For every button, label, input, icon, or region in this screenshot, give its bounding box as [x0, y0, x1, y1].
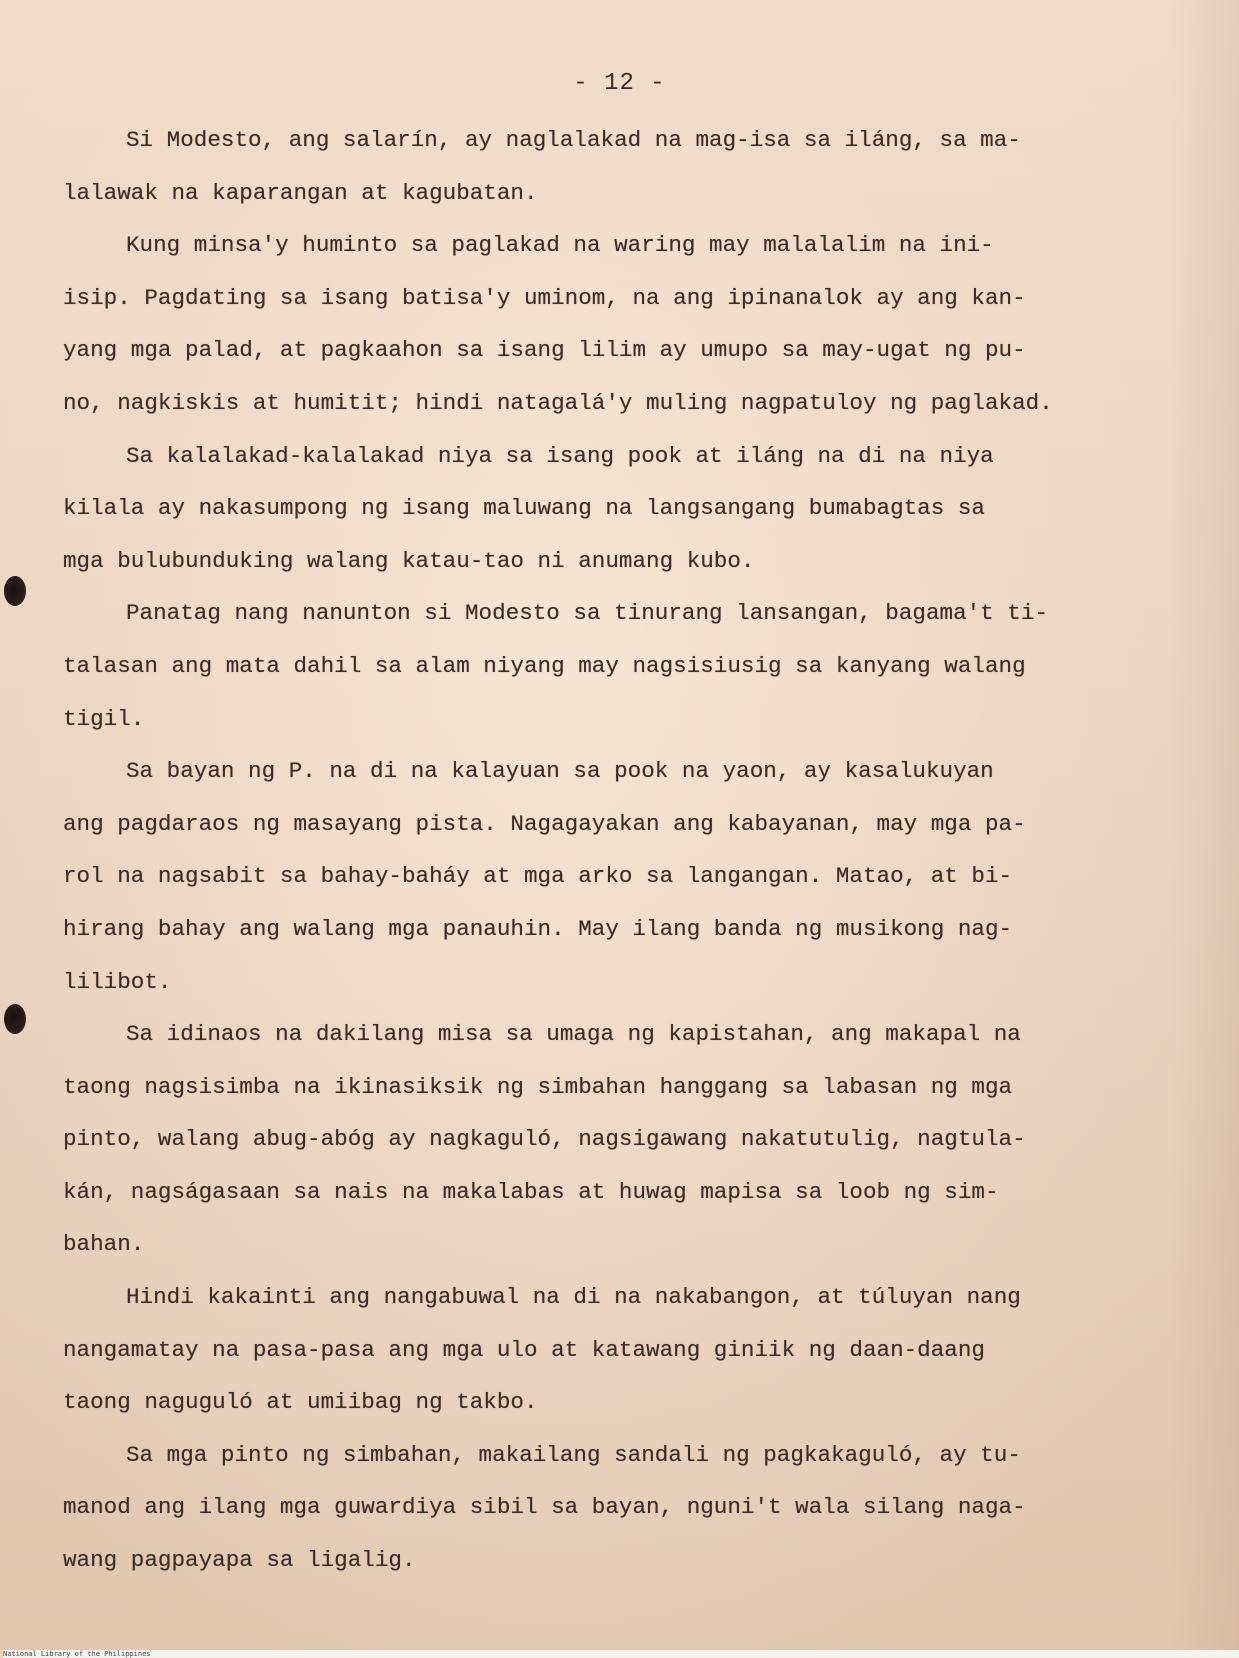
- text-line: isip. Pagdating sa isang batisa'y uminom, na ang ipinanalok ay ang kan-: [63, 284, 1026, 311]
- text-line: hirang bahay ang walang mga panauhin. May ilang banda ng musikong nag-: [63, 915, 1013, 942]
- text-line: lalawak na kaparangan at kagubatan.: [63, 179, 538, 206]
- text-line: Sa idinaos na dakilang misa sa umaga ng kapistahan, ang makapal na: [126, 1021, 1021, 1048]
- text-line: Hindi kakainti ang nangabuwal na di na nakabangon, at túluyan nang: [126, 1284, 1021, 1311]
- text-line: yang mga palad, at pagkaahon sa isang lilim ay umupo sa may-ugat ng pu-: [63, 337, 1026, 364]
- text-line: mga bulubunduking walang katau-tao ni anumang kubo.: [63, 547, 755, 574]
- text-line: lilibot.: [63, 968, 172, 995]
- paragraph-5: [63, 745, 1213, 1008]
- text-line: kilala ay nakasumpong ng isang maluwang na langsangang bumabagtas sa: [63, 495, 985, 522]
- punch-hole: [4, 576, 26, 606]
- text-line: talasan ang mata dahil sa alam niyang may nagsisiusig sa kanyang walang: [63, 652, 1026, 679]
- page-number: - 12 -: [573, 70, 666, 97]
- text-line: Panatag nang nanunton si Modesto sa tinurang lansangan, bagama't ti-: [126, 600, 1048, 627]
- document-body: [63, 114, 1213, 1587]
- paragraph-4: [63, 587, 1213, 745]
- text-line: manod ang ilang mga guwardiya sibil sa bayan, nguni't wala silang naga-: [63, 1494, 1026, 1521]
- text-line: ang pagdaraos ng masayang pista. Nagagayakan ang kabayanan, may mga pa-: [63, 810, 1026, 837]
- text-line: taong nagsisimba na ikinasiksik ng simbahan hanggang sa labasan ng mga: [63, 1073, 1013, 1100]
- paragraph-7: [63, 1271, 1213, 1429]
- paragraph-2: [63, 219, 1213, 429]
- text-line: Sa kalalakad-kalalakad niya sa isang pook at iláng na di na niya: [126, 442, 994, 469]
- text-line: taong naguguló at umiibag ng takbo.: [63, 1389, 538, 1416]
- text-line: nangamatay na pasa-pasa ang mga ulo at katawang giniik ng daan-daang: [63, 1336, 985, 1363]
- text-line: Sa bayan ng P. na di na kalayuan sa pook na yaon, ay kasalukuyan: [126, 758, 994, 785]
- text-line: Kung minsa'y huminto sa paglakad na waring may malalalim na ini-: [126, 232, 994, 259]
- paragraph-6: [63, 1008, 1213, 1271]
- text-line: tigil.: [63, 705, 145, 732]
- text-line: no, nagkiskis at humitit; hindi natagalá'y muling nagpatuloy ng paglakad.: [63, 389, 1053, 416]
- text-line: rol na nagsabit sa bahay-baháy at mga arko sa langangan. Matao, at bi-: [63, 863, 1013, 890]
- text-line: kán, nagságasaan sa nais na makalabas at huwag mapisa sa loob ng sim-: [63, 1178, 999, 1205]
- text-line: bahan.: [63, 1231, 145, 1258]
- text-line: Sa mga pinto ng simbahan, makailang sandali ng pagkakaguló, ay tu-: [126, 1441, 1021, 1468]
- paragraph-8: [63, 1429, 1213, 1587]
- paragraph-3: [63, 430, 1213, 588]
- paragraph-1: [63, 114, 1213, 219]
- text-line: pinto, walang abug-abóg ay nagkaguló, nagsigawang nakatutulig, nagtula-: [63, 1126, 1026, 1153]
- archive-footer: National Library of the Philippines: [3, 1650, 1239, 1658]
- text-line: wang pagpayapa sa ligalig.: [63, 1547, 416, 1574]
- text-line: Si Modesto, ang salarín, ay naglalakad na mag-isa sa iláng, sa ma-: [126, 127, 1021, 153]
- punch-hole: [4, 1004, 26, 1034]
